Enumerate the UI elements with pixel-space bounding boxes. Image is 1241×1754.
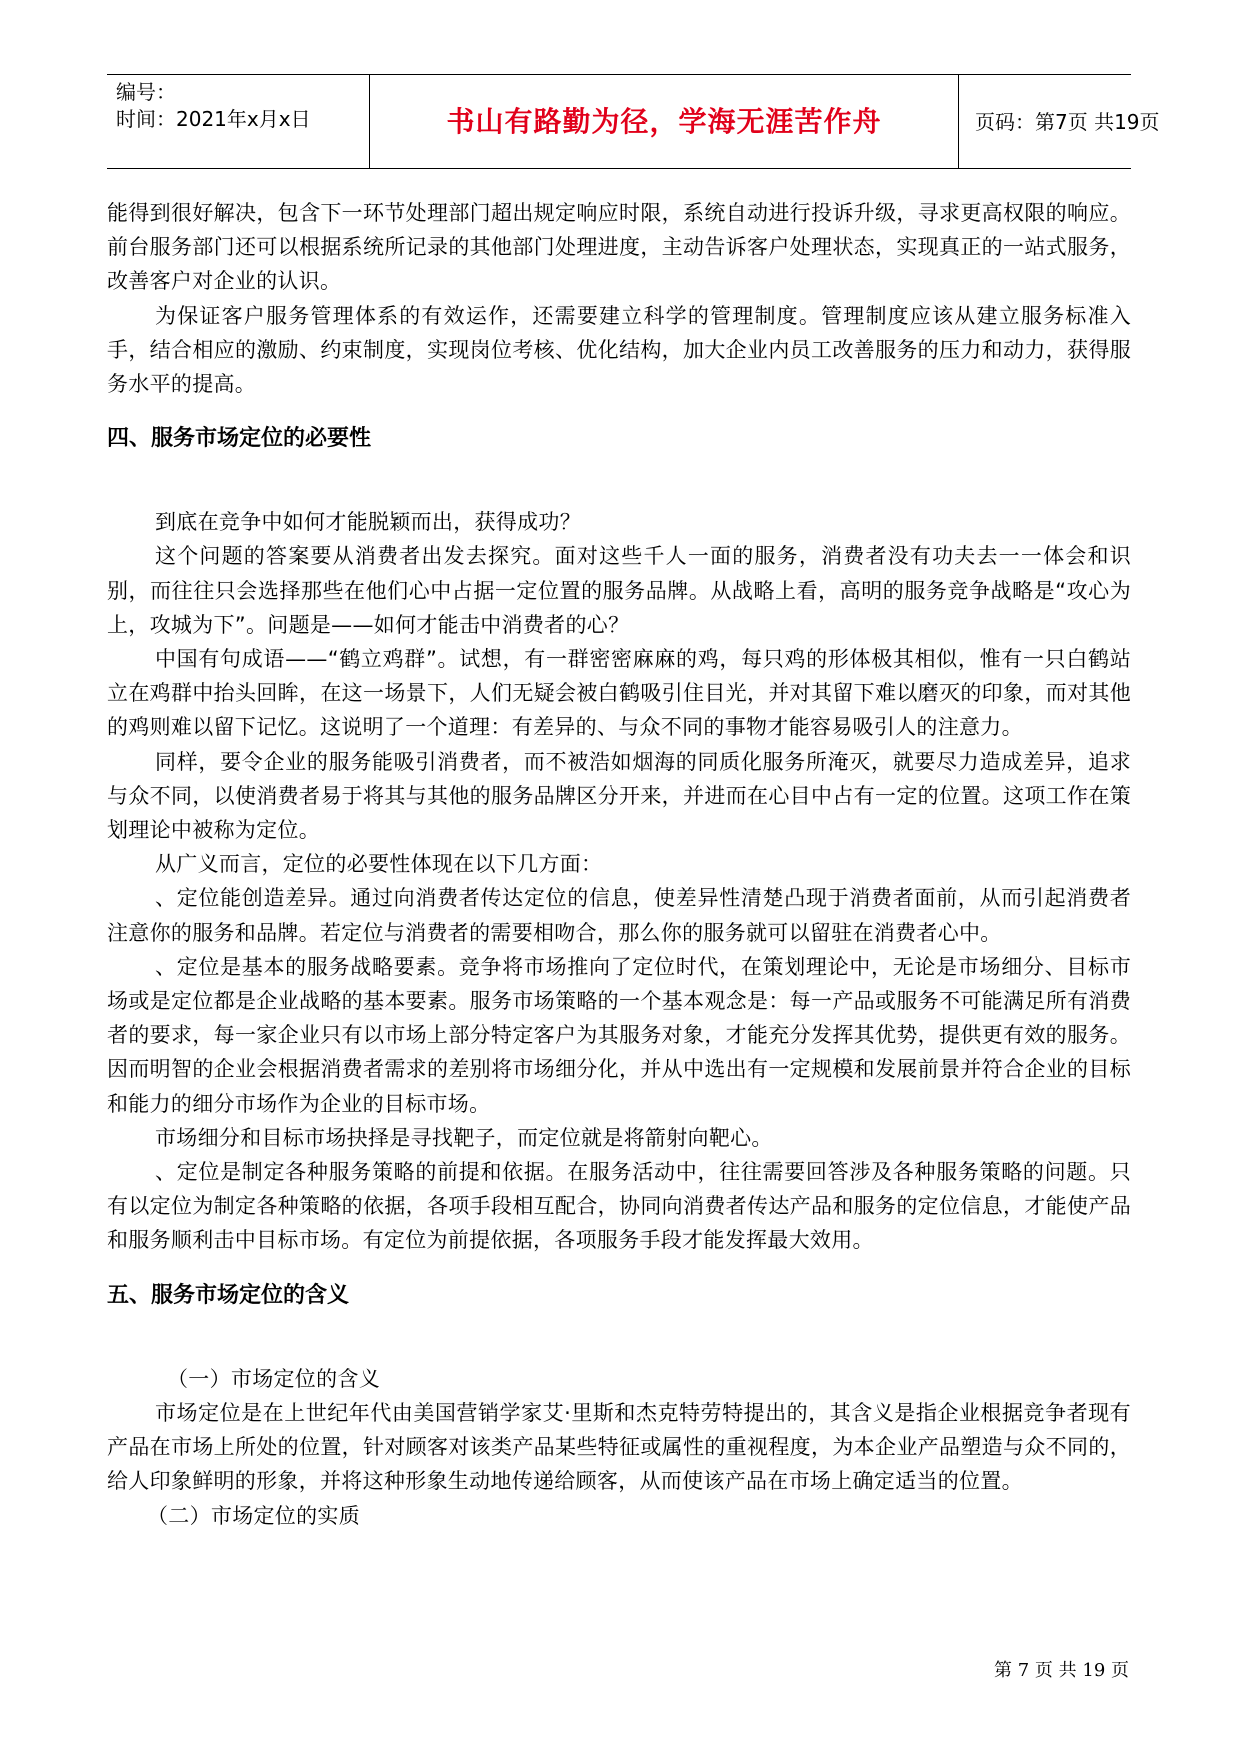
document-time-label: 时间：2021年x月x日 (116, 107, 311, 131)
header-motto: 书山有路勤为径，学海无涯苦作舟 (446, 105, 882, 138)
header-info-cell (107, 75, 369, 168)
body-paragraph: 到底在竞争中如何才能脱颖而出，获得成功？ (155, 510, 581, 535)
subsection-heading: （一）市场定位的含义 (167, 1366, 380, 1391)
body-paragraph: 市场细分和目标市场抉择是寻找靶子，而定位就是将箭射向靶心。 (155, 1125, 773, 1150)
document-number-label: 编号： (116, 80, 176, 104)
body-paragraph: 同样，要令企业的服务能吸引消费者，而不被浩如烟海的同质化服务所淹灭，就要尽力造成差异，追求与众不同，以使消费者易于将其与其他的服务品牌区分开来，并进而在心目中占有一定的位置。这项工作在策划理论中被称为定位。 (107, 749, 1131, 843)
section-heading: 五、服务市场定位的含义 (107, 1282, 350, 1308)
section-heading: 四、服务市场定位的必要性 (107, 426, 372, 452)
body-paragraph: 、定位是基本的服务战略要素。竞争将市场推向了定位时代，在策划理论中，无论是市场细分、目标市场或是定位都是企业战略的基本要素。服务市场策略的一个基本观念是：每一产品或服务不可能满足所有消费者的要求，每一家企业只有以市场上部分特定客户为其服务对象，才能充分发挥其优势，提供更有效的服务。因而明智的企业会根据消费者需求的差别将市场细分化，并从中选出有一定规模和发展前景并符合企业的目标和能力的细分市场作为企业的目标市场。 (107, 954, 1131, 1116)
body-paragraph: 中国有句成语——“鹤立鸡群”。试想，有一群密密麻麻的鸡，每只鸡的形体极其相似，惟有一只白鹤站立在鸡群中抬头回眸，在这一场景下，人们无疑会被白鹤吸引住目光，并对其留下难以磨灭的印象，而对其他的鸡则难以留下记忆。这说明了一个道理：有差异的、与众不同的事物才能容易吸引人的注意力。 (107, 647, 1131, 740)
body-paragraph: 为保证客户服务管理体系的有效运作，还需要建立科学的管理制度。管理制度应该从建立服务标准入手，结合相应的激励、约束制度，实现岗位考核、优化结构，加大企业内员工改善服务的压力和动力，获得服务水平的提高。 (107, 303, 1131, 397)
body-paragraph: 这个问题的答案要从消费者出发去探究。面对这些千人一面的服务，消费者没有功夫去一一体会和识别，而往往只会选择那些在他们心中占据一定位置的服务品牌。从战略上看，高明的服务竞争战略是“攻心为上，攻城为下”。问题是——如何才能击中消费者的心？ (107, 544, 1131, 637)
body-paragraph: 能得到很好解决，包含下一环节处理部门超出规定响应时限，系统自动进行投诉升级，寻求更高权限的响应。前台服务部门还可以根据系统所记录的其他部门处理进度，主动告诉客户处理状态，实现真正的一站式服务，改善客户对企业的认识。 (107, 201, 1131, 294)
header-motto-cell (369, 75, 959, 168)
body-paragraph: 市场定位是在上世纪年代由美国营销学家艾·里斯和杰克特劳特提出的，其含义是指企业根据竞争者现有产品在市场上所处的位置，针对顾客对该类产品某些特征或属性的重视程度，为本企业产品塑造与众不同的，给人印象鲜明的形象，并将这种形象生动地传递给顾客，从而使该产品在市场上确定适当的位置。 (107, 1400, 1131, 1494)
page-header (107, 74, 1160, 169)
document-body (107, 196, 1131, 1533)
subsection-heading: （二）市场定位的实质 (147, 1503, 360, 1528)
body-paragraph: 、定位是制定各种服务策略的前提和依据。在服务活动中，往往需要回答涉及各种服务策略的问题。只有以定位为制定各种策略的依据，各项手段相互配合，协同向消费者传达产品和服务的定位信息，才能使产品和服务顺利击中目标市场。有定位为前提依据，各项服务手段才能发挥最大效用。 (107, 1160, 1131, 1253)
page-footer: 第 7 页 共 19 页 (994, 1660, 1129, 1681)
body-paragraph: 从广义而言，定位的必要性体现在以下几方面： (155, 852, 603, 877)
header-page-label: 页码：第7页 共19页 (975, 110, 1160, 134)
header-page-cell (958, 75, 1160, 168)
body-paragraph: 、定位能创造差异。通过向消费者传达定位的信息，使差异性清楚凸现于消费者面前，从而引起消费者注意你的服务和品牌。若定位与消费者的需要相吻合，那么你的服务就可以留驻在消费者心中。 (107, 886, 1131, 945)
